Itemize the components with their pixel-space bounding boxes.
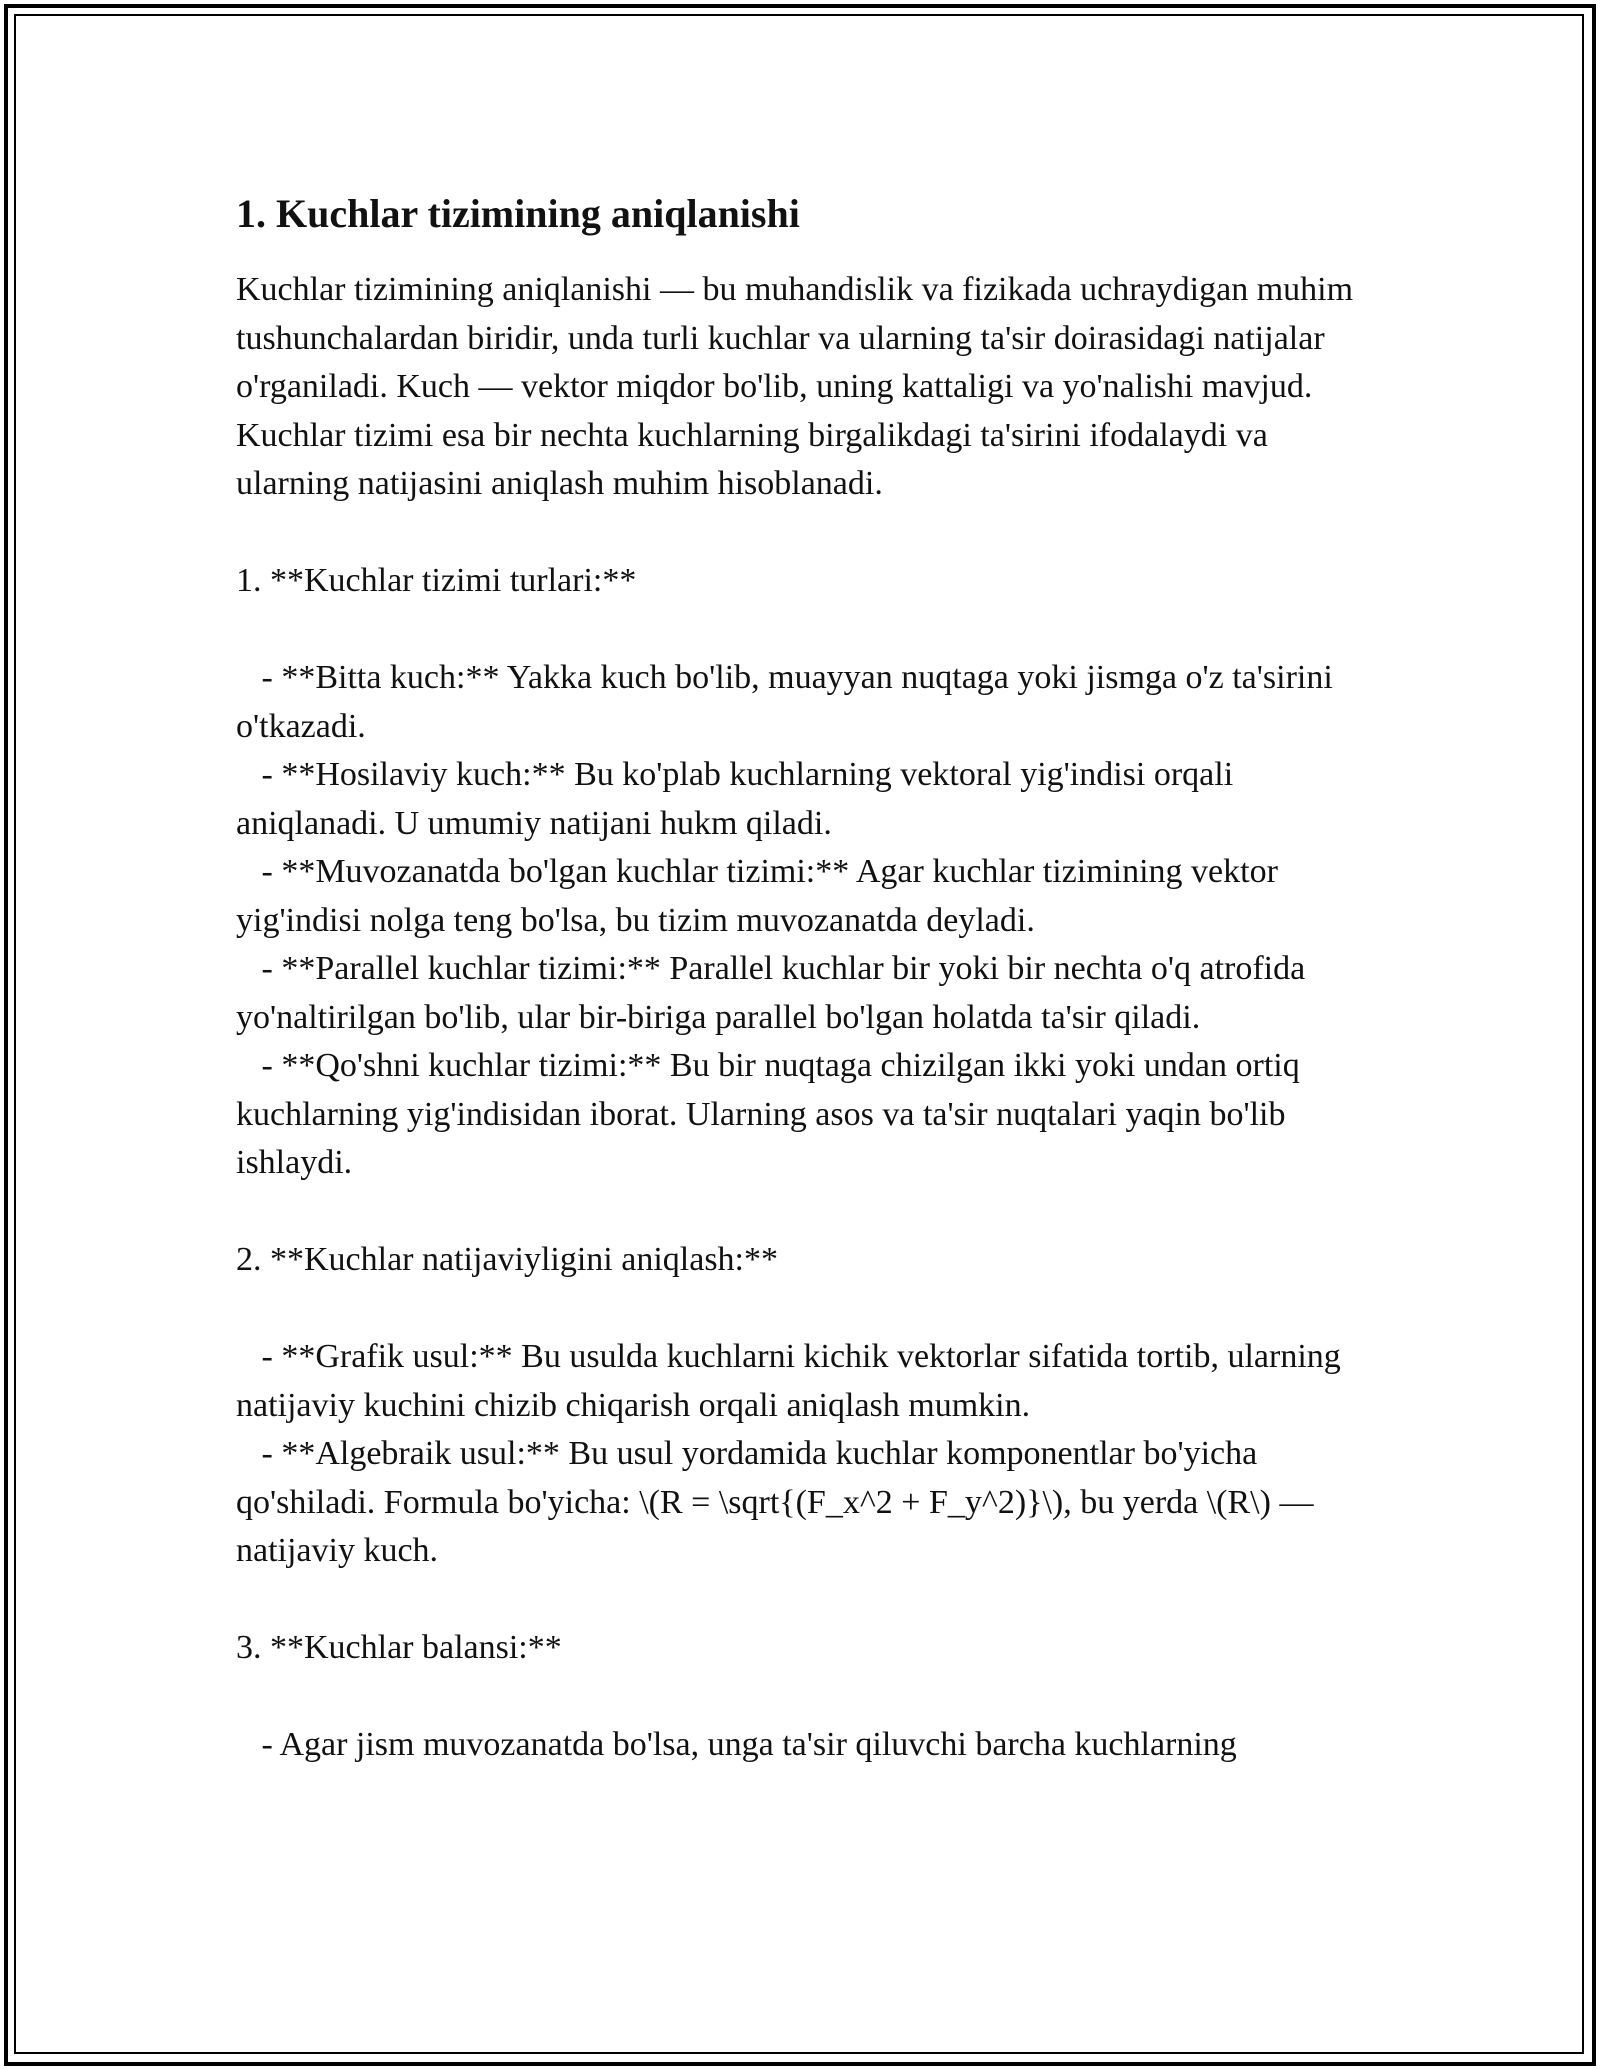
section-heading: 1. Kuchlar tizimining aniqlanishi bbox=[236, 191, 800, 236]
document-content bbox=[236, 184, 1366, 1770]
section-body: Kuchlar tizimining aniqlanishi — bu muhandislik va fizikada uchraydigan muhim tushunchalardan biridir, unda turli kuchlar va ularning ta'sir doirasidagi natijalar o'rganiladi. Kuch — vektor miqdor bo'lib, uning kattaligi va yo'nalishi mavjud. Kuchlar tizimi esa bir nechta kuchlarning birgalikdagi ta'sirini ifodalaydi va ularning natijasini aniqlash muhim hisoblanadi. 1. **Kuchlar tizimi turlari:** - **Bitta kuch:** Yakka kuch bo'lib, muayyan nuqtaga yoki jismga o'z ta'sirini o'tkazadi. - **Hosilaviy kuch:** Bu ko'plab kuchlarning vektoral yig'indisi orqali aniqlanadi. U umumiy natijani hukm qiladi. - **Muvozanatda bo'lgan kuchlar tizimi:** Agar kuchlar tizimining vektor yig'indisi nolga teng bo'lsa, bu tizim muvozanatda deyladi. - **Parallel kuchlar tizimi:** Parallel kuchlar bir yoki bir nechta o'q atrofida yo'naltirilgan bo'lib, ular bir-biriga parallel bo'lgan holatda ta'sir qiladi. - **Qo'shni kuchlar tizimi:** Bu bir nuqtaga chizilgan ikki yoki undan ortiq kuchlarning yig'indisidan iborat. Ularning asos va ta'sir nuqtalari yaqin bo'lib ishlaydi. 2. **Kuchlar natijaviyligini aniqlash:** - **Grafik usul:** Bu usulda kuchlarni kichik vektorlar sifatida tortib, ularning natijaviy kuchini chizib chiqarish orqali aniqlash mumkin. - **Algebraik usul:** Bu usul yordamida kuchlar komponentlar bo'yicha qo'shiladi. Formula bo'yicha: \(R = \sqrt{(F_x^2 + F_y^2)}\), bu yerda \(R\) — natijaviy kuch. 3. **Kuchlar balansi:** - Agar jism muvozanatda bo'lsa, unga ta'sir qiluvchi barcha kuchlarning bbox=[236, 271, 1354, 1763]
